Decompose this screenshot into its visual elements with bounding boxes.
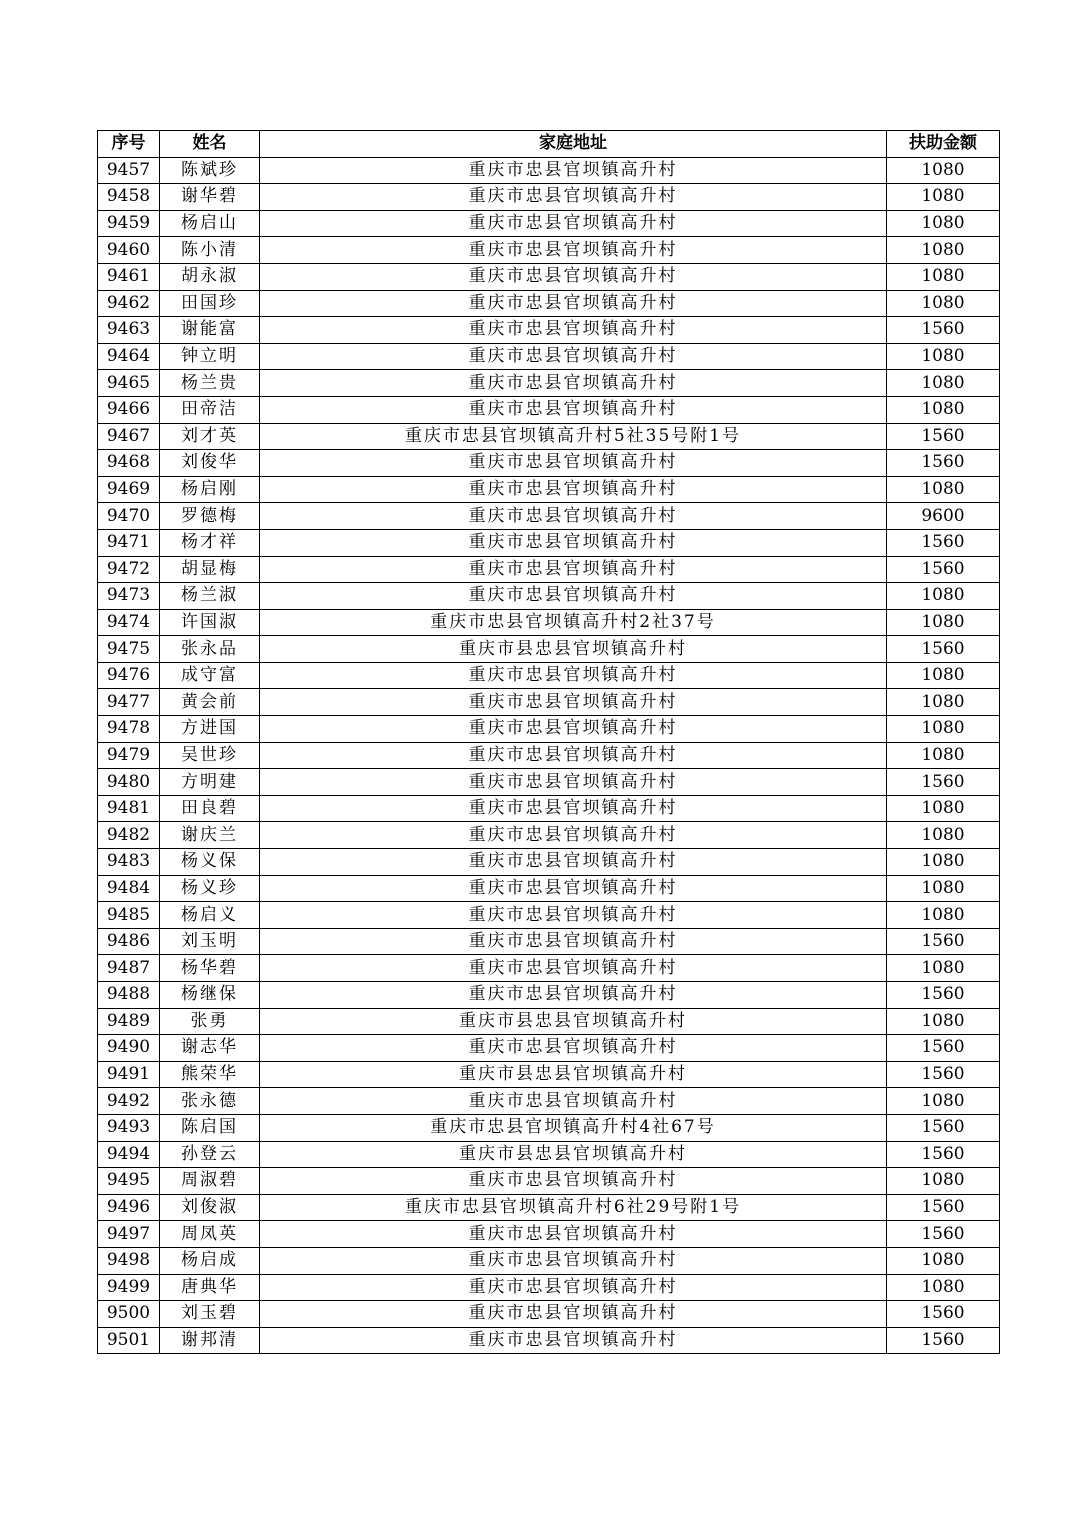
address-cell: 重庆市忠县官坝镇高升村 — [260, 1247, 887, 1274]
amount-cell: 1560 — [887, 1194, 1000, 1221]
table-row — [98, 1301, 1000, 1328]
address-cell: 重庆市忠县官坝镇高升村 — [260, 1274, 887, 1301]
serial-number-cell: 9500 — [98, 1301, 160, 1328]
serial-number-cell: 9466 — [98, 396, 160, 423]
amount-cell: 1080 — [887, 476, 1000, 503]
serial-number-cell: 9492 — [98, 1088, 160, 1115]
amount-cell: 1080 — [887, 237, 1000, 264]
amount-cell: 1080 — [887, 263, 1000, 290]
name-cell: 杨继保 — [160, 982, 260, 1009]
address-cell: 重庆市忠县官坝镇高升村 — [260, 290, 887, 317]
table-row — [98, 769, 1000, 796]
table-row — [98, 157, 1000, 184]
amount-cell: 1560 — [887, 317, 1000, 344]
amount-cell: 1080 — [887, 184, 1000, 211]
address-cell: 重庆市忠县官坝镇高升村 — [260, 1301, 887, 1328]
serial-number-cell: 9461 — [98, 263, 160, 290]
address-cell: 重庆市忠县官坝镇高升村 — [260, 955, 887, 982]
address-cell: 重庆市忠县官坝镇高升村 — [260, 476, 887, 503]
name-cell: 张永德 — [160, 1088, 260, 1115]
amount-cell: 1080 — [887, 742, 1000, 769]
table-row — [98, 636, 1000, 663]
serial-number-cell: 9501 — [98, 1327, 160, 1354]
address-cell: 重庆市忠县官坝镇高升村 — [260, 662, 887, 689]
amount-cell: 1080 — [887, 955, 1000, 982]
serial-number-cell: 9497 — [98, 1221, 160, 1248]
name-cell: 谢志华 — [160, 1035, 260, 1062]
address-cell: 重庆市忠县官坝镇高升村 — [260, 1168, 887, 1195]
name-cell: 胡显梅 — [160, 556, 260, 583]
name-cell: 钟立明 — [160, 343, 260, 370]
table-row — [98, 1008, 1000, 1035]
address-cell: 重庆市忠县官坝镇高升村2社37号 — [260, 609, 887, 636]
name-cell: 刘玉碧 — [160, 1301, 260, 1328]
address-cell: 重庆市忠县官坝镇高升村 — [260, 822, 887, 849]
address-cell: 重庆市忠县官坝镇高升村 — [260, 742, 887, 769]
address-cell: 重庆市忠县官坝镇高升村 — [260, 716, 887, 743]
amount-cell: 1560 — [887, 1221, 1000, 1248]
amount-cell: 9600 — [887, 503, 1000, 530]
address-cell: 重庆市忠县官坝镇高升村 — [260, 795, 887, 822]
amount-cell: 1080 — [887, 875, 1000, 902]
serial-number-cell: 9484 — [98, 875, 160, 902]
serial-number-cell: 9459 — [98, 210, 160, 237]
amount-cell: 1080 — [887, 290, 1000, 317]
address-cell: 重庆市县忠县官坝镇高升村 — [260, 1141, 887, 1168]
serial-number-cell: 9460 — [98, 237, 160, 264]
table-row — [98, 423, 1000, 450]
table-row — [98, 396, 1000, 423]
serial-number-cell: 9473 — [98, 583, 160, 610]
amount-cell: 1080 — [887, 1168, 1000, 1195]
amount-cell: 1080 — [887, 795, 1000, 822]
address-cell: 重庆市忠县官坝镇高升村 — [260, 769, 887, 796]
amount-cell: 1080 — [887, 849, 1000, 876]
address-cell: 重庆市忠县官坝镇高升村5社35号附1号 — [260, 423, 887, 450]
header-name: 姓名 — [160, 131, 260, 158]
name-cell: 刘俊淑 — [160, 1194, 260, 1221]
table-row — [98, 556, 1000, 583]
amount-cell: 1560 — [887, 1327, 1000, 1354]
assistance-roster-table — [97, 130, 1000, 1354]
serial-number-cell: 9482 — [98, 822, 160, 849]
amount-cell: 1080 — [887, 716, 1000, 743]
header-assistance-amount: 扶助金额 — [887, 131, 1000, 158]
amount-cell: 1560 — [887, 636, 1000, 663]
name-cell: 唐典华 — [160, 1274, 260, 1301]
address-cell: 重庆市忠县官坝镇高升村 — [260, 1221, 887, 1248]
serial-number-cell: 9496 — [98, 1194, 160, 1221]
amount-cell: 1080 — [887, 343, 1000, 370]
name-cell: 杨启成 — [160, 1247, 260, 1274]
amount-cell: 1080 — [887, 609, 1000, 636]
table-row — [98, 928, 1000, 955]
name-cell: 罗德梅 — [160, 503, 260, 530]
address-cell: 重庆市忠县官坝镇高升村 — [260, 928, 887, 955]
address-cell: 重庆市忠县官坝镇高升村 — [260, 210, 887, 237]
serial-number-cell: 9490 — [98, 1035, 160, 1062]
table-row — [98, 662, 1000, 689]
name-cell: 陈斌珍 — [160, 157, 260, 184]
serial-number-cell: 9477 — [98, 689, 160, 716]
name-cell: 田国珍 — [160, 290, 260, 317]
serial-number-cell: 9498 — [98, 1247, 160, 1274]
name-cell: 张勇 — [160, 1008, 260, 1035]
address-cell: 重庆市忠县官坝镇高升村 — [260, 450, 887, 477]
name-cell: 胡永淑 — [160, 263, 260, 290]
name-cell: 杨才祥 — [160, 529, 260, 556]
name-cell: 陈启国 — [160, 1114, 260, 1141]
serial-number-cell: 9478 — [98, 716, 160, 743]
serial-number-cell: 9468 — [98, 450, 160, 477]
address-cell: 重庆市忠县官坝镇高升村 — [260, 1327, 887, 1354]
table-row — [98, 1035, 1000, 1062]
table-row — [98, 1221, 1000, 1248]
address-cell: 重庆市忠县官坝镇高升村 — [260, 503, 887, 530]
table-row — [98, 476, 1000, 503]
header-serial-number: 序号 — [98, 131, 160, 158]
table-row — [98, 1141, 1000, 1168]
name-cell: 孙登云 — [160, 1141, 260, 1168]
serial-number-cell: 9495 — [98, 1168, 160, 1195]
address-cell: 重庆市忠县官坝镇高升村 — [260, 157, 887, 184]
serial-number-cell: 9481 — [98, 795, 160, 822]
address-cell: 重庆市县忠县官坝镇高升村 — [260, 636, 887, 663]
table-row — [98, 210, 1000, 237]
address-cell: 重庆市忠县官坝镇高升村 — [260, 263, 887, 290]
amount-cell: 1560 — [887, 982, 1000, 1009]
serial-number-cell: 9470 — [98, 503, 160, 530]
name-cell: 周淑碧 — [160, 1168, 260, 1195]
serial-number-cell: 9480 — [98, 769, 160, 796]
amount-cell: 1080 — [887, 157, 1000, 184]
address-cell: 重庆市忠县官坝镇高升村4社67号 — [260, 1114, 887, 1141]
amount-cell: 1080 — [887, 662, 1000, 689]
name-cell: 熊荣华 — [160, 1061, 260, 1088]
serial-number-cell: 9463 — [98, 317, 160, 344]
table-row — [98, 1327, 1000, 1354]
table-row — [98, 317, 1000, 344]
table-row — [98, 875, 1000, 902]
name-cell: 谢邦清 — [160, 1327, 260, 1354]
amount-cell: 1080 — [887, 583, 1000, 610]
address-cell: 重庆市忠县官坝镇高升村 — [260, 982, 887, 1009]
table-row — [98, 1194, 1000, 1221]
address-cell: 重庆市忠县官坝镇高升村 — [260, 184, 887, 211]
table-row — [98, 184, 1000, 211]
serial-number-cell: 9479 — [98, 742, 160, 769]
amount-cell: 1560 — [887, 450, 1000, 477]
table-row — [98, 822, 1000, 849]
serial-number-cell: 9494 — [98, 1141, 160, 1168]
name-cell: 杨华碧 — [160, 955, 260, 982]
name-cell: 杨义珍 — [160, 875, 260, 902]
amount-cell: 1080 — [887, 396, 1000, 423]
name-cell: 许国淑 — [160, 609, 260, 636]
name-cell: 刘俊华 — [160, 450, 260, 477]
table-row — [98, 1247, 1000, 1274]
table-row — [98, 503, 1000, 530]
name-cell: 田帝洁 — [160, 396, 260, 423]
serial-number-cell: 9489 — [98, 1008, 160, 1035]
amount-cell: 1080 — [887, 1088, 1000, 1115]
table-row — [98, 1088, 1000, 1115]
name-cell: 谢能富 — [160, 317, 260, 344]
address-cell: 重庆市忠县官坝镇高升村 — [260, 689, 887, 716]
address-cell: 重庆市忠县官坝镇高升村 — [260, 1035, 887, 1062]
serial-number-cell: 9462 — [98, 290, 160, 317]
amount-cell: 1080 — [887, 1247, 1000, 1274]
table-row — [98, 609, 1000, 636]
serial-number-cell: 9457 — [98, 157, 160, 184]
address-cell: 重庆市忠县官坝镇高升村 — [260, 370, 887, 397]
table-row — [98, 689, 1000, 716]
table-header-row — [98, 131, 1000, 158]
table-row — [98, 450, 1000, 477]
name-cell: 吴世珍 — [160, 742, 260, 769]
address-cell: 重庆市忠县官坝镇高升村 — [260, 237, 887, 264]
table-row — [98, 982, 1000, 1009]
table-row — [98, 742, 1000, 769]
table-row — [98, 583, 1000, 610]
address-cell: 重庆市忠县官坝镇高升村 — [260, 556, 887, 583]
name-cell: 周凤英 — [160, 1221, 260, 1248]
amount-cell: 1080 — [887, 1008, 1000, 1035]
serial-number-cell: 9476 — [98, 662, 160, 689]
name-cell: 杨义保 — [160, 849, 260, 876]
amount-cell: 1560 — [887, 769, 1000, 796]
address-cell: 重庆市忠县官坝镇高升村 — [260, 529, 887, 556]
name-cell: 刘才英 — [160, 423, 260, 450]
serial-number-cell: 9475 — [98, 636, 160, 663]
amount-cell: 1560 — [887, 1301, 1000, 1328]
table-row — [98, 1274, 1000, 1301]
header-home-address: 家庭地址 — [260, 131, 887, 158]
address-cell: 重庆市忠县官坝镇高升村 — [260, 317, 887, 344]
amount-cell: 1560 — [887, 423, 1000, 450]
serial-number-cell: 9464 — [98, 343, 160, 370]
name-cell: 刘玉明 — [160, 928, 260, 955]
serial-number-cell: 9488 — [98, 982, 160, 1009]
serial-number-cell: 9469 — [98, 476, 160, 503]
serial-number-cell: 9499 — [98, 1274, 160, 1301]
name-cell: 陈小清 — [160, 237, 260, 264]
name-cell: 杨启义 — [160, 902, 260, 929]
amount-cell: 1080 — [887, 902, 1000, 929]
amount-cell: 1080 — [887, 822, 1000, 849]
name-cell: 杨兰淑 — [160, 583, 260, 610]
table-row — [98, 529, 1000, 556]
name-cell: 成守富 — [160, 662, 260, 689]
name-cell: 谢华碧 — [160, 184, 260, 211]
table-row — [98, 237, 1000, 264]
name-cell: 黄会前 — [160, 689, 260, 716]
name-cell: 谢庆兰 — [160, 822, 260, 849]
table-body — [98, 157, 1000, 1354]
name-cell: 杨兰贵 — [160, 370, 260, 397]
amount-cell: 1560 — [887, 928, 1000, 955]
table-row — [98, 1114, 1000, 1141]
amount-cell: 1560 — [887, 1061, 1000, 1088]
name-cell: 杨启刚 — [160, 476, 260, 503]
address-cell: 重庆市忠县官坝镇高升村 — [260, 1088, 887, 1115]
table-row — [98, 1168, 1000, 1195]
name-cell: 张永品 — [160, 636, 260, 663]
table-row — [98, 343, 1000, 370]
serial-number-cell: 9491 — [98, 1061, 160, 1088]
amount-cell: 1560 — [887, 529, 1000, 556]
table-row — [98, 1061, 1000, 1088]
serial-number-cell: 9465 — [98, 370, 160, 397]
table-row — [98, 902, 1000, 929]
amount-cell: 1080 — [887, 210, 1000, 237]
address-cell: 重庆市忠县官坝镇高升村 — [260, 849, 887, 876]
address-cell: 重庆市忠县官坝镇高升村6社29号附1号 — [260, 1194, 887, 1221]
serial-number-cell: 9485 — [98, 902, 160, 929]
serial-number-cell: 9467 — [98, 423, 160, 450]
address-cell: 重庆市忠县官坝镇高升村 — [260, 875, 887, 902]
address-cell: 重庆市忠县官坝镇高升村 — [260, 343, 887, 370]
serial-number-cell: 9472 — [98, 556, 160, 583]
serial-number-cell: 9486 — [98, 928, 160, 955]
amount-cell: 1080 — [887, 689, 1000, 716]
serial-number-cell: 9458 — [98, 184, 160, 211]
amount-cell: 1560 — [887, 556, 1000, 583]
serial-number-cell: 9474 — [98, 609, 160, 636]
serial-number-cell: 9471 — [98, 529, 160, 556]
amount-cell: 1560 — [887, 1035, 1000, 1062]
address-cell: 重庆市县忠县官坝镇高升村 — [260, 1061, 887, 1088]
table-row — [98, 716, 1000, 743]
amount-cell: 1560 — [887, 1141, 1000, 1168]
table-row — [98, 370, 1000, 397]
amount-cell: 1560 — [887, 1114, 1000, 1141]
table-row — [98, 263, 1000, 290]
table-row — [98, 795, 1000, 822]
name-cell: 田良碧 — [160, 795, 260, 822]
serial-number-cell: 9493 — [98, 1114, 160, 1141]
amount-cell: 1080 — [887, 370, 1000, 397]
name-cell: 杨启山 — [160, 210, 260, 237]
table-row — [98, 955, 1000, 982]
table-row — [98, 849, 1000, 876]
address-cell: 重庆市忠县官坝镇高升村 — [260, 902, 887, 929]
amount-cell: 1080 — [887, 1274, 1000, 1301]
address-cell: 重庆市县忠县官坝镇高升村 — [260, 1008, 887, 1035]
name-cell: 方明建 — [160, 769, 260, 796]
name-cell: 方进国 — [160, 716, 260, 743]
serial-number-cell: 9483 — [98, 849, 160, 876]
serial-number-cell: 9487 — [98, 955, 160, 982]
address-cell: 重庆市忠县官坝镇高升村 — [260, 583, 887, 610]
table-row — [98, 290, 1000, 317]
address-cell: 重庆市忠县官坝镇高升村 — [260, 396, 887, 423]
